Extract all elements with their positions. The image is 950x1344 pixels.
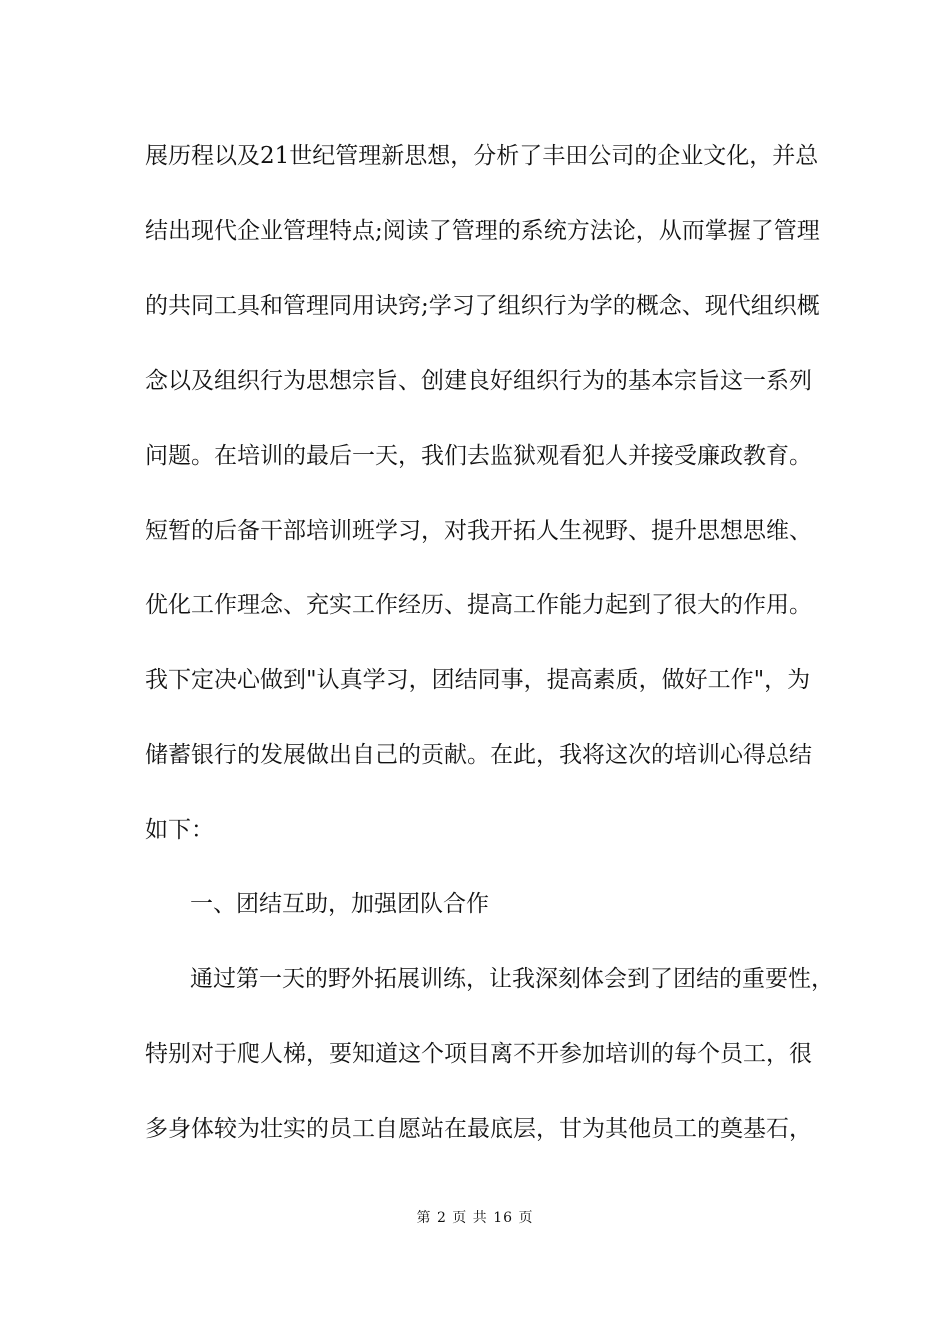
body-line-2: 结出现代企业管理特点;阅读了管理的系统方法论，从而掌握了管理 [145, 218, 820, 244]
body-line-12: 通过第一天的野外拓展训练，让我深刻体会到了团结的重要性， [190, 966, 834, 992]
body-line-1: 展历程以及21世纪管理新思想，分析了丰田公司的企业文化，并总 [145, 143, 819, 169]
body-line-8: 我下定决心做到"认真学习，团结同事，提高素质，做好工作"，为 [145, 667, 811, 693]
section-heading: 一、团结互助，加强团队合作 [190, 891, 489, 917]
body-line-9: 储蓄银行的发展做出自己的贡献。在此，我将这次的培训心得总结 [145, 742, 812, 768]
body-line-5: 问题。在培训的最后一天，我们去监狱观看犯人并接受廉政教育。 [145, 443, 812, 469]
body-line-13: 特别对于爬人梯，要知道这个项目离不开参加培训的每个员工，很 [145, 1041, 812, 1067]
body-line-3: 的共同工具和管理同用诀窍;学习了组织行为学的概念、现代组织概 [145, 293, 820, 319]
body-line-14: 多身体较为壮实的员工自愿站在最底层，甘为其他员工的奠基石， [145, 1116, 812, 1142]
body-line-10: 如下： [145, 817, 214, 843]
body-line-6: 短暂的后备干部培训班学习，对我开拓人生视野、提升思想思维、 [145, 518, 812, 544]
body-line-7: 优化工作理念、充实工作经历、提高工作能力起到了很大的作用。 [145, 592, 812, 618]
page-footer: 第 2 页 共 16 页 [416, 1210, 534, 1226]
body-line-4: 念以及组织行为思想宗旨、创建良好组织行为的基本宗旨这一系列 [145, 368, 812, 394]
